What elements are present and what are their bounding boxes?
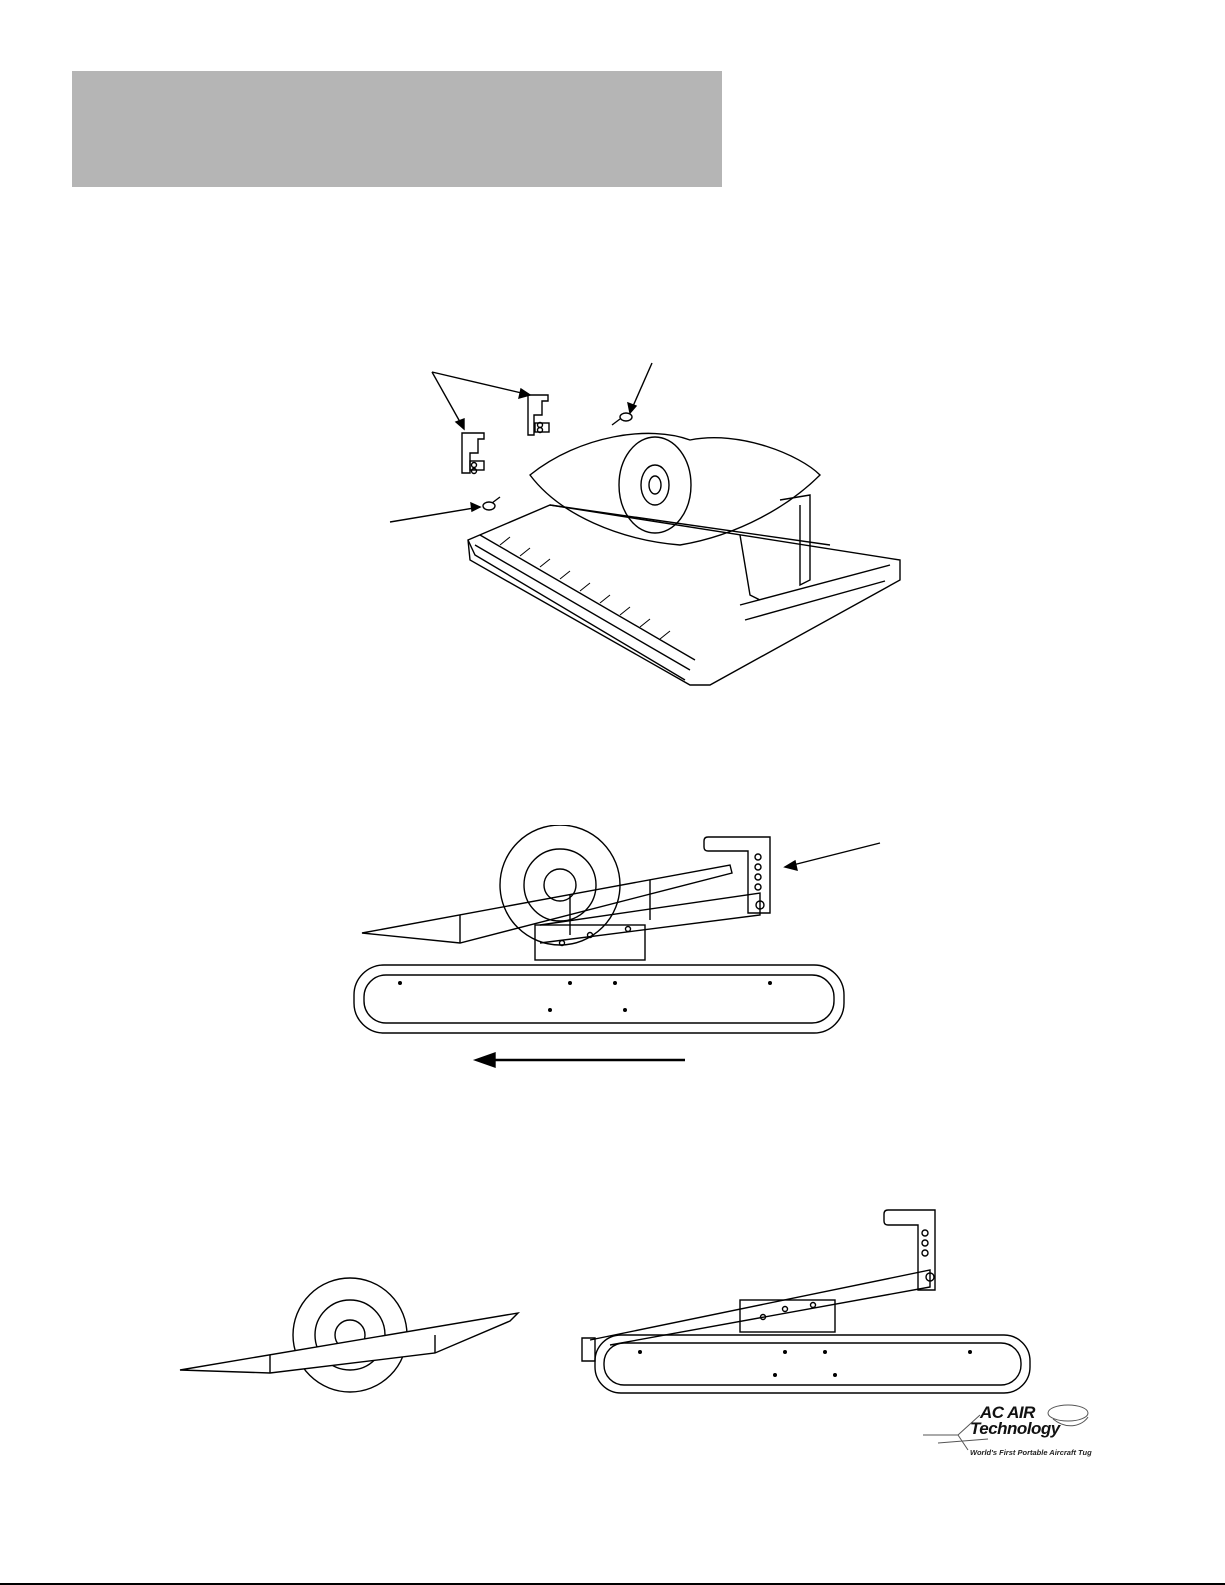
logo-line-1: AC AIR [980,1403,1035,1422]
wheel-in-cradle [180,1278,518,1392]
pins [483,413,632,510]
track-assembly-side [354,965,844,1033]
ac-air-technology-logo [918,1395,1098,1465]
bracket-upper [528,395,549,435]
upper-pin-callout-arrow [628,363,652,413]
aircraft-wheel-side [500,825,620,945]
section-header-bar [72,71,722,187]
bracket-callout-arrows [432,372,530,429]
lower-pin-callout-arrow [390,503,480,522]
separated-components-figure [170,1195,1050,1405]
bracket-lower [462,433,484,474]
callout-arrow-bracket [785,843,880,870]
isometric-assembly-figure [380,355,940,700]
tug-body-isometric [468,505,900,685]
side-view-loading-figure [340,825,900,1075]
logo-line-2: Technology [970,1419,1060,1438]
direction-arrow-left [475,1053,685,1067]
wheel-cradle-and-wheel [530,433,820,600]
logo-tagline: World's First Portable Aircraft Tug [970,1448,1092,1457]
tug-side-arm-raised [582,1210,1030,1405]
